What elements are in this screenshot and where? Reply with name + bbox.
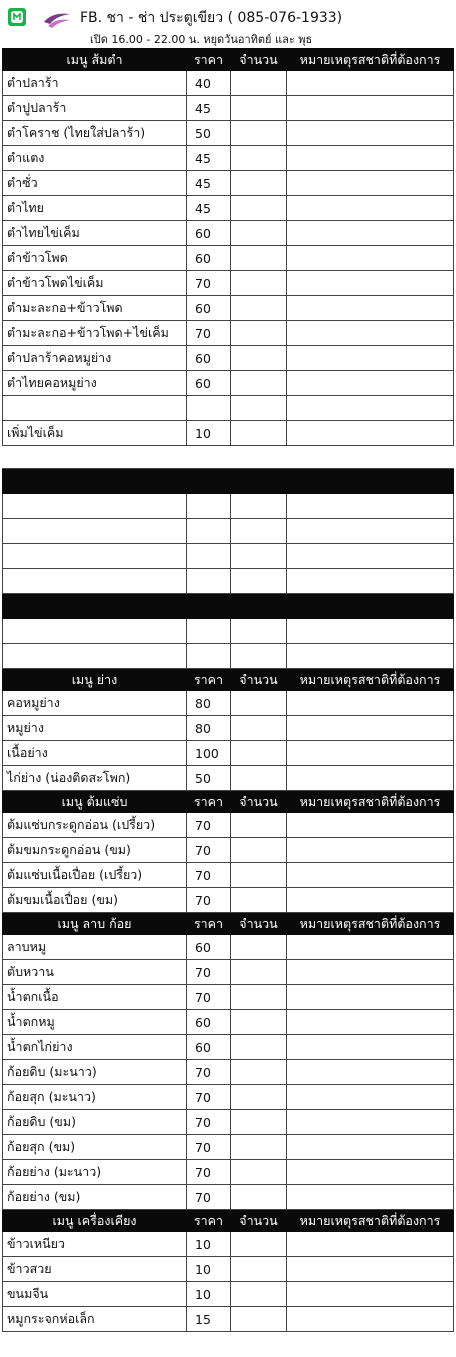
note-cell[interactable] <box>287 96 454 121</box>
item-name: ไก่ย่าง (น่องติดสะโพก) <box>3 766 187 791</box>
qty-cell[interactable] <box>231 296 287 321</box>
qty-cell[interactable] <box>231 1110 287 1135</box>
section-title: เมนู ลาบ ก้อย <box>3 913 187 935</box>
note-cell[interactable] <box>287 888 454 913</box>
item-price: 100 <box>187 741 231 766</box>
qty-cell[interactable] <box>231 716 287 741</box>
note-cell[interactable] <box>287 1160 454 1185</box>
menu-row <box>3 766 454 791</box>
note-cell[interactable] <box>287 644 454 669</box>
menu-row <box>3 396 454 421</box>
note-cell[interactable] <box>287 171 454 196</box>
qty-cell[interactable] <box>231 421 287 446</box>
price-column-header: ราคา <box>187 49 231 71</box>
menu-row <box>3 321 454 346</box>
item-price: 60 <box>187 1010 231 1035</box>
qty-cell[interactable] <box>231 146 287 171</box>
item-price: 70 <box>187 813 231 838</box>
item-price: 50 <box>187 121 231 146</box>
qty-cell[interactable] <box>231 71 287 96</box>
note-cell[interactable] <box>287 1282 454 1307</box>
qty-cell[interactable] <box>231 396 287 421</box>
qty-cell[interactable] <box>231 271 287 296</box>
note-cell[interactable] <box>287 1085 454 1110</box>
item-name: ก้อยย่าง (ขม) <box>3 1185 187 1210</box>
menu-row <box>3 421 454 446</box>
item-name: ก้อยดิบ (ขม) <box>3 1110 187 1135</box>
note-cell[interactable] <box>287 1110 454 1135</box>
qty-cell[interactable] <box>231 1135 287 1160</box>
item-price: 10 <box>187 1257 231 1282</box>
qty-cell[interactable] <box>231 985 287 1010</box>
note-cell[interactable] <box>287 716 454 741</box>
empty-row <box>3 544 454 569</box>
item-name: ก้อยย่าง (มะนาว) <box>3 1160 187 1185</box>
qty-cell[interactable] <box>231 1035 287 1060</box>
item-name: ขนมจีน <box>3 1282 187 1307</box>
line-man-logo-icon <box>8 8 26 26</box>
menu-row <box>3 1185 454 1210</box>
menu-order-table <box>2 48 454 1332</box>
menu-row <box>3 838 454 863</box>
qty-cell[interactable] <box>231 371 287 396</box>
qty-cell[interactable] <box>231 813 287 838</box>
menu-row <box>3 741 454 766</box>
qty-cell[interactable] <box>231 171 287 196</box>
item-price: 60 <box>187 246 231 271</box>
note-cell[interactable] <box>287 1232 454 1257</box>
item-name: ตำมะละกอ+ข้าวโพด+ไข่เค็ม <box>3 321 187 346</box>
redacted-bar <box>3 469 454 494</box>
item-name: ตำซั่ว <box>3 171 187 196</box>
item-name: ตำข้าวโพดไข่เค็ม <box>3 271 187 296</box>
qty-cell[interactable] <box>231 644 287 669</box>
item-price: 60 <box>187 935 231 960</box>
menu-row <box>3 246 454 271</box>
qty-column-header: จำนวน <box>231 913 287 935</box>
note-cell[interactable] <box>287 1185 454 1210</box>
note-cell[interactable] <box>287 766 454 791</box>
qty-cell[interactable] <box>231 935 287 960</box>
item-name: ตำไทย <box>3 196 187 221</box>
item-name: ตำข้าวโพด <box>3 246 187 271</box>
header-title: FB. ชา - ช่า ประตูเขียว ( 085-076-1933) <box>80 10 343 26</box>
note-cell[interactable] <box>287 396 454 421</box>
menu-row <box>3 1307 454 1332</box>
qty-cell[interactable] <box>231 838 287 863</box>
item-name: ต้มแซ่บกระดูกอ่อน (เปรี้ยว) <box>3 813 187 838</box>
empty-row <box>3 619 454 644</box>
menu-row <box>3 863 454 888</box>
qty-cell[interactable] <box>231 494 287 519</box>
section-title: เมนู เครื่องเคียง <box>3 1210 187 1232</box>
note-column-header: หมายเหตุรสชาติที่ต้องการ <box>287 49 454 71</box>
empty-row <box>3 644 454 669</box>
qty-cell[interactable] <box>231 1160 287 1185</box>
qty-cell[interactable] <box>231 96 287 121</box>
section-title: เมนู ต้มแซ่บ <box>3 791 187 813</box>
note-cell[interactable] <box>287 863 454 888</box>
note-cell[interactable] <box>287 1010 454 1035</box>
qty-cell[interactable] <box>231 246 287 271</box>
item-price: 10 <box>187 1282 231 1307</box>
empty-row <box>3 519 454 544</box>
qty-cell[interactable] <box>231 321 287 346</box>
note-column-header: หมายเหตุรสชาติที่ต้องการ <box>287 669 454 691</box>
item-price: 40 <box>187 71 231 96</box>
note-cell[interactable] <box>287 421 454 446</box>
note-cell[interactable] <box>287 146 454 171</box>
note-cell[interactable] <box>287 935 454 960</box>
item-name: หมูย่าง <box>3 716 187 741</box>
menu-row <box>3 71 454 96</box>
item-price: 15 <box>187 1307 231 1332</box>
note-cell[interactable] <box>287 1257 454 1282</box>
qty-column-header: จำนวน <box>231 669 287 691</box>
qty-cell[interactable] <box>231 960 287 985</box>
note-cell[interactable] <box>287 1307 454 1332</box>
menu-row <box>3 96 454 121</box>
menu-row <box>3 1035 454 1060</box>
item-name: ตับหวาน <box>3 960 187 985</box>
qty-cell[interactable] <box>231 519 287 544</box>
menu-row <box>3 1110 454 1135</box>
item-name: ตำมะละกอ+ข้าวโพด <box>3 296 187 321</box>
note-cell[interactable] <box>287 246 454 271</box>
menu-row <box>3 121 454 146</box>
note-cell[interactable] <box>287 544 454 569</box>
item-price: 70 <box>187 271 231 296</box>
note-cell[interactable] <box>287 371 454 396</box>
empty-row <box>3 569 454 594</box>
item-name: ตำปลาร้า <box>3 71 187 96</box>
note-cell[interactable] <box>287 691 454 716</box>
note-column-header: หมายเหตุรสชาติที่ต้องการ <box>287 1210 454 1232</box>
qty-cell[interactable] <box>231 619 287 644</box>
note-column-header: หมายเหตุรสชาติที่ต้องการ <box>287 791 454 813</box>
qty-cell[interactable] <box>231 1232 287 1257</box>
item-price: 80 <box>187 716 231 741</box>
item-name <box>3 396 187 421</box>
section-title: เมนู ส้มตำ <box>3 49 187 71</box>
section-header-grilled <box>3 669 454 691</box>
qty-cell[interactable] <box>231 863 287 888</box>
note-cell[interactable] <box>287 1035 454 1060</box>
menu-row <box>3 146 454 171</box>
note-cell[interactable] <box>287 569 454 594</box>
item-name: เนื้อย่าง <box>3 741 187 766</box>
item-price: 70 <box>187 1135 231 1160</box>
qty-cell[interactable] <box>231 121 287 146</box>
note-cell[interactable] <box>287 960 454 985</box>
item-price: 60 <box>187 296 231 321</box>
item-price: 70 <box>187 1185 231 1210</box>
item-price: 70 <box>187 1160 231 1185</box>
item-price: 70 <box>187 1085 231 1110</box>
item-price: 70 <box>187 888 231 913</box>
section-header-tomsaep <box>3 791 454 813</box>
item-name: ตำแตง <box>3 146 187 171</box>
item-price: 45 <box>187 96 231 121</box>
item-price: 60 <box>187 221 231 246</box>
menu-row <box>3 346 454 371</box>
menu-row <box>3 371 454 396</box>
item-name: ก้อยดิบ (มะนาว) <box>3 1060 187 1085</box>
redacted-bar <box>3 594 454 619</box>
item-name: ตำโคราช (ไทยใส่ปลาร้า) <box>3 121 187 146</box>
menu-row <box>3 1257 454 1282</box>
item-price: 50 <box>187 766 231 791</box>
item-name: ข้าวสวย <box>3 1257 187 1282</box>
item-price: 45 <box>187 146 231 171</box>
note-cell[interactable] <box>287 71 454 96</box>
item-name: เพิ่มไข่เค็ม <box>3 421 187 446</box>
price-column-header: ราคา <box>187 1210 231 1232</box>
menu-row <box>3 1282 454 1307</box>
page-header <box>0 0 456 48</box>
qty-column-header: จำนวน <box>231 1210 287 1232</box>
note-cell[interactable] <box>287 838 454 863</box>
note-cell[interactable] <box>287 1060 454 1085</box>
empty-row <box>3 494 454 519</box>
menu-row <box>3 1010 454 1035</box>
menu-row <box>3 296 454 321</box>
item-price: 45 <box>187 171 231 196</box>
menu-row <box>3 691 454 716</box>
price-column-header: ราคา <box>187 669 231 691</box>
note-cell[interactable] <box>287 321 454 346</box>
qty-cell[interactable] <box>231 1185 287 1210</box>
qty-cell[interactable] <box>231 1010 287 1035</box>
qty-cell[interactable] <box>231 1307 287 1332</box>
item-name: ต้มขมกระดูกอ่อน (ขม) <box>3 838 187 863</box>
qty-cell[interactable] <box>231 196 287 221</box>
qty-cell[interactable] <box>231 691 287 716</box>
item-name: น้ำตกไก่ย่าง <box>3 1035 187 1060</box>
menu-row <box>3 196 454 221</box>
menu-row <box>3 985 454 1010</box>
menu-row <box>3 1160 454 1185</box>
menu-row <box>3 221 454 246</box>
qty-cell[interactable] <box>231 569 287 594</box>
note-cell[interactable] <box>287 296 454 321</box>
section-title: เมนู ย่าง <box>3 669 187 691</box>
item-price: 60 <box>187 1035 231 1060</box>
item-price: 10 <box>187 1232 231 1257</box>
item-price: 70 <box>187 838 231 863</box>
qty-cell[interactable] <box>231 1282 287 1307</box>
note-cell[interactable] <box>287 494 454 519</box>
menu-row <box>3 960 454 985</box>
qty-cell[interactable] <box>231 741 287 766</box>
note-cell[interactable] <box>287 1135 454 1160</box>
item-price: 60 <box>187 346 231 371</box>
section-header-larbkoi <box>3 913 454 935</box>
item-name: น้ำตกหมู <box>3 1010 187 1035</box>
qty-cell[interactable] <box>231 1085 287 1110</box>
menu-row <box>3 813 454 838</box>
item-name: ก้อยสุก (มะนาว) <box>3 1085 187 1110</box>
item-name: ตำไทยไข่เค็ม <box>3 221 187 246</box>
menu-row <box>3 935 454 960</box>
qty-cell[interactable] <box>231 221 287 246</box>
item-price: 70 <box>187 1110 231 1135</box>
menu-row <box>3 888 454 913</box>
menu-row <box>3 1060 454 1085</box>
qty-cell[interactable] <box>231 544 287 569</box>
item-price <box>187 396 231 421</box>
section-header-sides <box>3 1210 454 1232</box>
item-name: ข้าวเหนียว <box>3 1232 187 1257</box>
qty-column-header: จำนวน <box>231 791 287 813</box>
menu-row <box>3 1135 454 1160</box>
note-cell[interactable] <box>287 346 454 371</box>
item-name: ต้มขมเนื้อเปื่อย (ขม) <box>3 888 187 913</box>
menu-row <box>3 271 454 296</box>
item-price: 45 <box>187 196 231 221</box>
note-column-header: หมายเหตุรสชาติที่ต้องการ <box>287 913 454 935</box>
item-name: ตำปูปลาร้า <box>3 96 187 121</box>
item-name: ก้อยสุก (ขม) <box>3 1135 187 1160</box>
item-price: 70 <box>187 863 231 888</box>
header-subtitle: เปิด 16.00 - 22.00 น. หยุดวันอาทิตย์ และ พุธ <box>90 33 313 46</box>
qty-cell[interactable] <box>231 346 287 371</box>
item-name: ตำไทยคอหมูย่าง <box>3 371 187 396</box>
menu-row <box>3 171 454 196</box>
item-name: น้ำตกเนื้อ <box>3 985 187 1010</box>
item-name: หมูกระจกห่อเล็ก <box>3 1307 187 1332</box>
item-name: คอหมูย่าง <box>3 691 187 716</box>
qty-cell[interactable] <box>231 766 287 791</box>
note-cell[interactable] <box>287 221 454 246</box>
item-price: 10 <box>187 421 231 446</box>
note-cell[interactable] <box>287 813 454 838</box>
menu-row <box>3 1085 454 1110</box>
item-price: 70 <box>187 321 231 346</box>
note-cell[interactable] <box>287 121 454 146</box>
item-price: 60 <box>187 371 231 396</box>
item-name: ต้มแซ่บเนื้อเปื่อย (เปรี้ยว) <box>3 863 187 888</box>
qty-cell[interactable] <box>231 1060 287 1085</box>
qty-column-header: จำนวน <box>231 49 287 71</box>
note-cell[interactable] <box>287 619 454 644</box>
menu-row <box>3 1232 454 1257</box>
blank-row <box>3 446 454 469</box>
menu-row <box>3 716 454 741</box>
note-cell[interactable] <box>287 196 454 221</box>
shop-logo-icon <box>42 8 72 34</box>
section-header-somtam <box>3 49 454 71</box>
qty-cell[interactable] <box>231 1257 287 1282</box>
item-price: 80 <box>187 691 231 716</box>
item-price: 70 <box>187 1060 231 1085</box>
price-column-header: ราคา <box>187 913 231 935</box>
item-name: ลาบหมู <box>3 935 187 960</box>
note-cell[interactable] <box>287 741 454 766</box>
qty-cell[interactable] <box>231 888 287 913</box>
note-cell[interactable] <box>287 985 454 1010</box>
note-cell[interactable] <box>287 519 454 544</box>
note-cell[interactable] <box>287 271 454 296</box>
item-price: 70 <box>187 985 231 1010</box>
item-name: ตำปลาร้าคอหมูย่าง <box>3 346 187 371</box>
price-column-header: ราคา <box>187 791 231 813</box>
item-price: 70 <box>187 960 231 985</box>
